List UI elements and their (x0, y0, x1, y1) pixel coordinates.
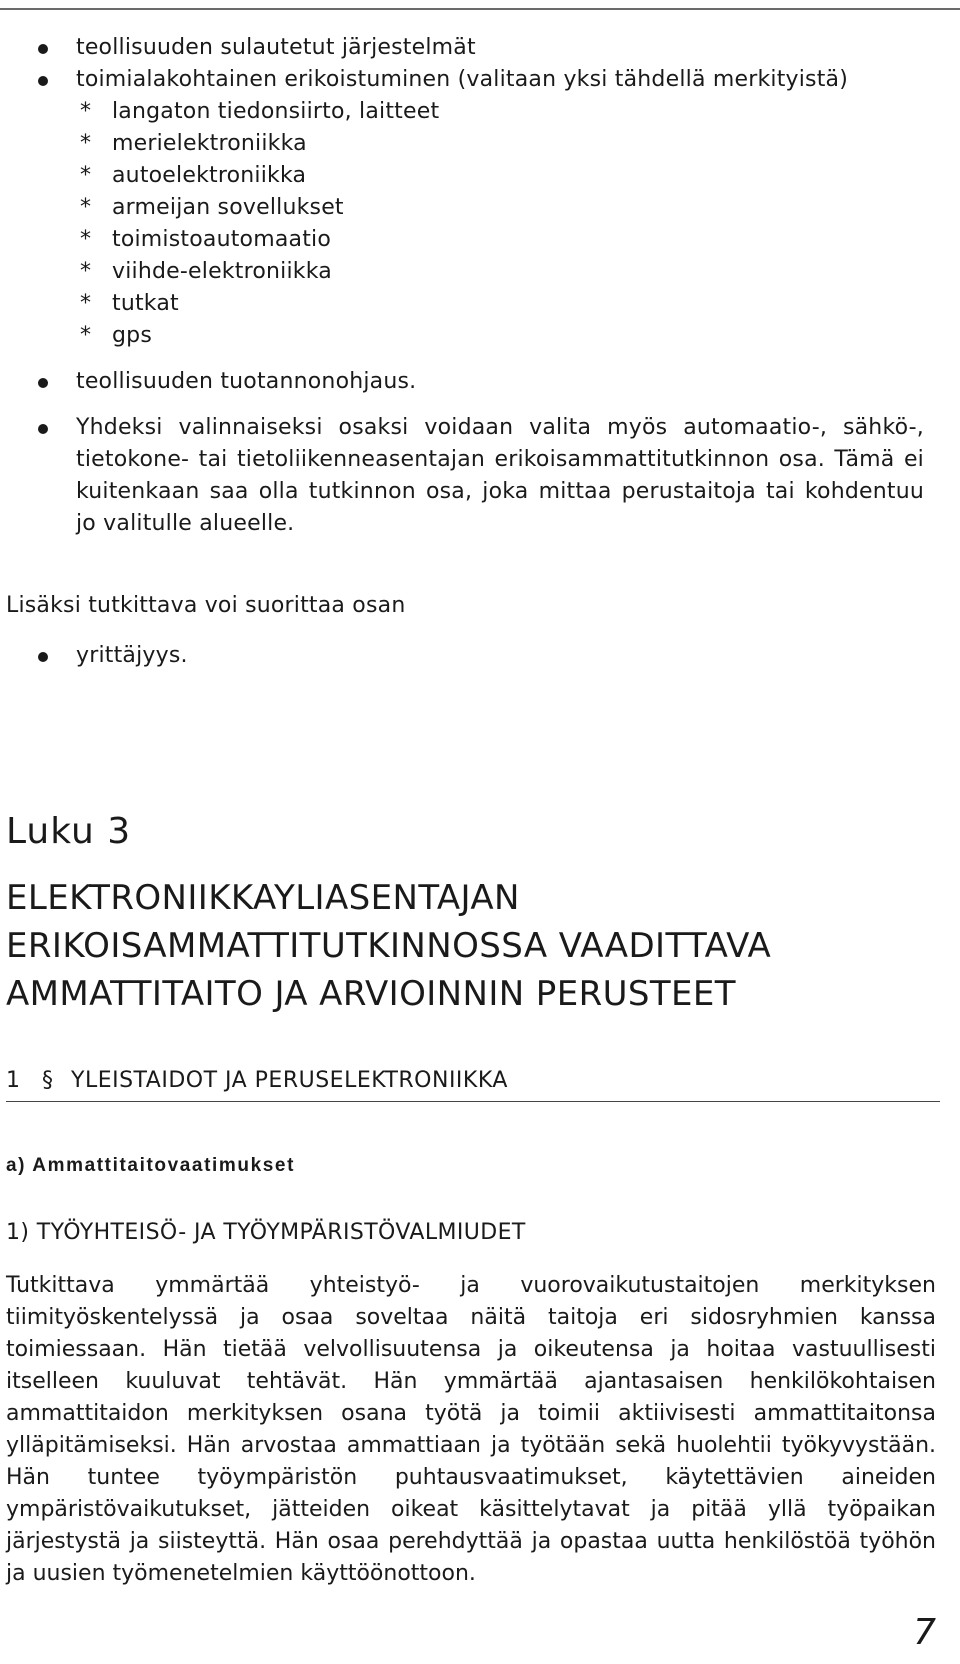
section-title: YLEISTAIDOT JA PERUSELEKTRONIIKKA (71, 1068, 508, 1093)
asterisk-icon: * (80, 291, 92, 316)
sub-list-item-text: tutkat (112, 291, 179, 316)
asterisk-icon: * (80, 163, 92, 188)
sub-list-item-text: gps (112, 323, 152, 348)
section-number: 1 (6, 1068, 21, 1093)
list-item (0, 32, 924, 64)
asterisk-icon: * (80, 323, 92, 348)
chapter-title-line: AMMATTITAITO JA ARVIOINNIN PERUSTEET (6, 974, 736, 1014)
sub-list-item-text: armeijan sovellukset (112, 195, 344, 220)
section-heading (6, 1066, 936, 1096)
sub-list-item-text: merielektroniikka (112, 131, 307, 156)
sub-list-item (0, 192, 924, 224)
bullet-icon (38, 378, 48, 388)
sub-list-item-text: toimistoautomaatio (112, 227, 331, 252)
list-item-text: toimialakohtainen erikoistuminen (valitaan yksi tähdellä merkityistä) (76, 67, 849, 92)
list-item (0, 412, 924, 540)
list-item (0, 64, 924, 96)
sub-list-item (0, 96, 924, 128)
additional-line: Lisäksi tutkittava voi suorittaa osan (6, 593, 406, 618)
chapter-label: Luku 3 (6, 811, 132, 852)
list-item-text: teollisuuden tuotannonohjaus. (76, 369, 417, 394)
section-symbol: § (42, 1068, 54, 1093)
list-item (0, 366, 924, 398)
chapter-title-line: ERIKOISAMMATTITUTKINNOSSA VAADITTAVA (6, 926, 772, 966)
sub-list-item-text: viihde-elektroniikka (112, 259, 332, 284)
sub-list-item (0, 160, 924, 192)
list-item-text: teollisuuden sulautetut järjestelmät (76, 35, 476, 60)
asterisk-icon: * (80, 131, 92, 156)
sub-list-item (0, 320, 924, 352)
sub-list-item-text: langaton tiedonsiirto, laitteet (112, 99, 440, 124)
bullet-icon (38, 44, 48, 54)
page-number: 7 (913, 1612, 936, 1653)
list-item-text: Yhdeksi valinnaiseksi osaksi voidaan valita myös automaatio-, sähkö-, tietokone- tai tietoliikenneasentajan erikoisammattitutkinnon osa. Tämä ei kuitenkaan saa olla tutkinnon osa, joka mittaa perustaitoja tai kohdentuu jo valitulle alueelle. (76, 415, 924, 536)
body-paragraph: Tutkittava ymmärtää yhteistyö- ja vuorovaikutustaitojen merkityksen tiimityöskentelyssä ja osaa soveltaa näitä taitoja eri sidosryhmien kanssa toimiessaan. Hän tietää velvollisuutensa ja oikeutensa ja hoitaa vastuullisesti itselleen kuuluvat tehtävät. Hän ymmärtää ajantasaisen henkilökohtaisen ammattitaidon merkityksen osana työtä ja toimii aktiivisesti ammattitaitonsa ylläpitämiseksi. Hän arvostaa ammattiaan ja työtään sekä huolehtii työkyvystään. Hän tuntee työympäristön puhtausvaatimukset, käytettävien aineiden ympäristövaikutukset, jätteiden oikeat käsittelytavat ja pitää yllä työpaikan järjestystä ja siisteyttä. Hän osaa perehdyttää ja opastaa uutta henkilöstöä työhön ja uusien työmenetelmien käyttöönottoon. (6, 1273, 936, 1586)
bullet-icon (38, 424, 48, 434)
subsection-heading: 1) TYÖYHTEISÖ- JA TYÖYMPÄRISTÖVALMIUDET (6, 1220, 526, 1245)
asterisk-icon: * (80, 195, 92, 220)
list-item-text: yrittäjyys. (76, 643, 188, 668)
bottom-list (0, 640, 924, 672)
asterisk-icon: * (80, 227, 92, 252)
chapter-title (6, 874, 936, 1018)
sub-list-item (0, 128, 924, 160)
sub-list-item-text: autoelektroniikka (112, 163, 307, 188)
sub-list-item (0, 224, 924, 256)
asterisk-icon: * (80, 259, 92, 284)
subheading: a) Ammattitaitovaatimukset (6, 1155, 296, 1176)
bullet-icon (38, 652, 48, 662)
asterisk-icon: * (80, 99, 92, 124)
bullet-icon (38, 76, 48, 86)
top-list (0, 32, 924, 540)
section-divider (6, 1101, 940, 1102)
sub-list-item (0, 288, 924, 320)
list-item (0, 640, 924, 672)
sub-list-item (0, 256, 924, 288)
chapter-title-line: ELEKTRONIIKKAYLIASENTAJAN (6, 878, 520, 918)
